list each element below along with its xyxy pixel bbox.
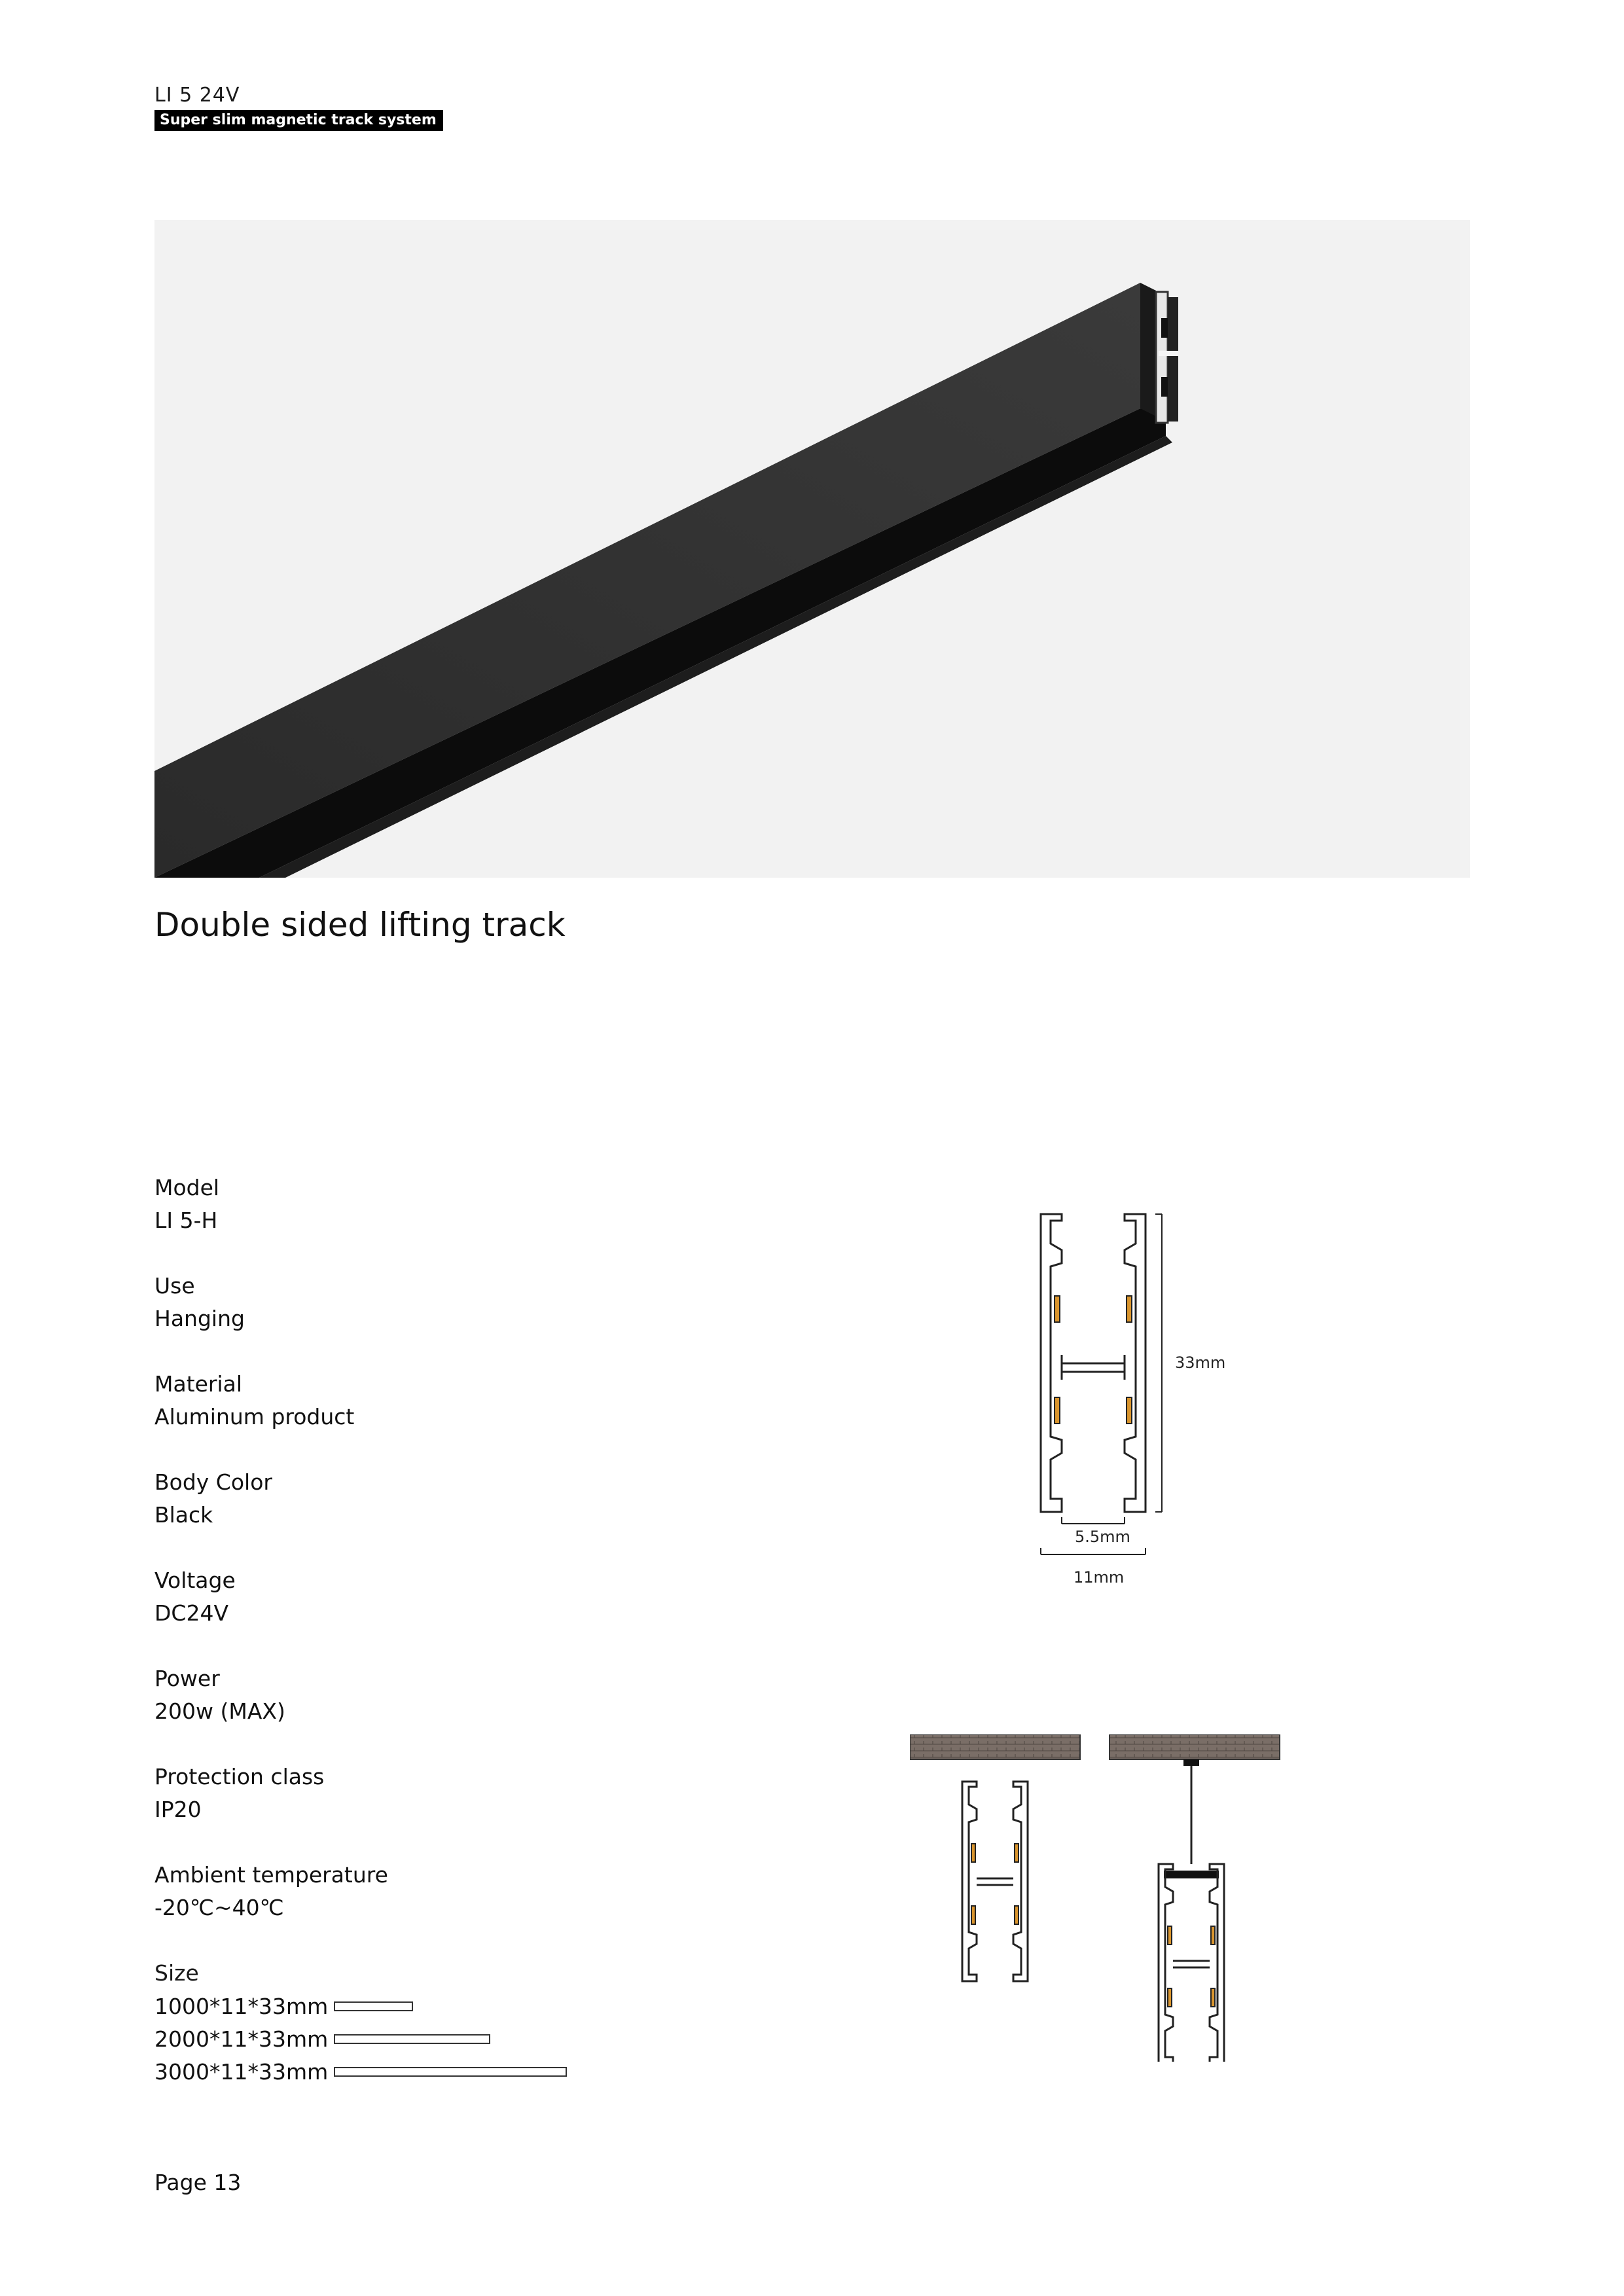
spec-label: Power [154, 1666, 220, 1691]
spec-list [154, 1172, 567, 2088]
cross-section-diagram [1021, 1204, 1244, 1600]
spec-label: Body Color [154, 1469, 272, 1495]
spec-use [154, 1270, 567, 1335]
spec-label: Voltage [154, 1568, 236, 1593]
header-model: LI 5 24V [154, 84, 240, 107]
spec-value: LI 5-H [154, 1208, 218, 1233]
spec-power [154, 1662, 567, 1728]
height-dimension: 33mm [1175, 1354, 1226, 1372]
installation-diagram [910, 1734, 1303, 2064]
spec-label: Ambient temperature [154, 1862, 388, 1888]
size-bar [334, 2034, 490, 2044]
spec-label: Model [154, 1175, 220, 1200]
profile-drawing [1021, 1204, 1244, 1597]
spec-label: Material [154, 1371, 243, 1397]
track-render [154, 220, 1470, 878]
size-bar [334, 2067, 567, 2077]
spec-ambient-temperature [154, 1859, 567, 1924]
mounting-drawing [910, 1734, 1303, 2062]
spec-model [154, 1172, 567, 1237]
size-text: 3000*11*33mm [154, 2058, 329, 2085]
spec-protection-class [154, 1761, 567, 1826]
product-title: Double sided lifting track [154, 906, 566, 944]
spec-label: Protection class [154, 1764, 325, 1789]
spec-value: 200w (MAX) [154, 1698, 285, 1724]
size-row [154, 2022, 567, 2055]
spec-value: Black [154, 1502, 213, 1528]
spec-value: Aluminum product [154, 1404, 355, 1429]
size-bar [334, 2001, 413, 2011]
spec-body-color [154, 1466, 567, 1532]
spec-value: DC24V [154, 1600, 229, 1626]
product-image [154, 220, 1470, 878]
size-section [154, 1957, 567, 2088]
inner-width-dimension: 5.5mm [1075, 1528, 1130, 1546]
header-tagline: Super slim magnetic track system [154, 110, 443, 131]
spec-material [154, 1368, 567, 1433]
spec-label: Use [154, 1273, 195, 1299]
size-label: Size [154, 1960, 199, 1986]
size-row [154, 1990, 567, 2022]
size-text: 2000*11*33mm [154, 2026, 329, 2052]
size-row [154, 2055, 567, 2088]
spec-value: -20℃~40℃ [154, 1895, 284, 1920]
width-dimension: 11mm [1074, 1568, 1125, 1587]
size-text: 1000*11*33mm [154, 1993, 329, 2019]
spec-value: IP20 [154, 1797, 202, 1822]
spec-voltage [154, 1564, 567, 1630]
page-number: Page 13 [154, 2170, 242, 2195]
spec-value: Hanging [154, 1306, 245, 1331]
